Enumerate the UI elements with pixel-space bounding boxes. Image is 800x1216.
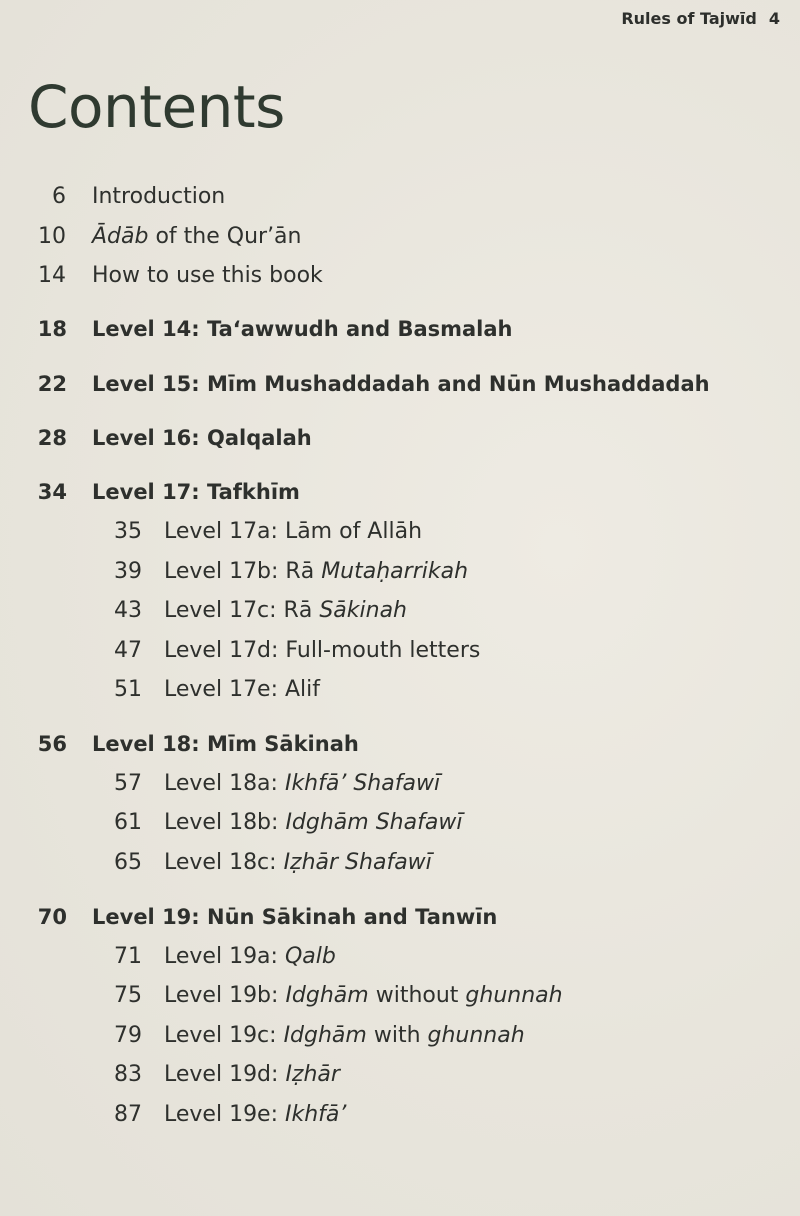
toc-label-part: Level 19d: xyxy=(164,1062,286,1087)
toc-entry-label xyxy=(164,1020,525,1052)
toc-label-italic-part: Idghām Shafawī xyxy=(285,810,463,835)
toc-label-part: Level 19b: xyxy=(164,983,286,1008)
toc-entry-label: Level 19: Nūn Sākinah and Tanwīn xyxy=(92,905,498,929)
toc-page-number: 6 xyxy=(52,184,66,209)
toc-label-part: Level 18c: xyxy=(164,850,284,875)
toc-entry-label: Level 16: Qalqalah xyxy=(92,426,312,450)
toc-page-number: 56 xyxy=(37,732,67,756)
running-header xyxy=(621,9,780,28)
toc-entry-label: How to use this book xyxy=(92,263,323,288)
toc-entry-label xyxy=(164,1059,340,1091)
toc-label-italic-part: Sākinah xyxy=(319,598,407,623)
toc-page-number: 47 xyxy=(114,638,142,663)
toc-label-italic-part: Ikhfā’ Shafawī xyxy=(284,771,441,796)
toc-page-number: 22 xyxy=(37,372,67,396)
toc-entry-label xyxy=(164,807,462,839)
toc-entry-label: Level 17d: Full-mouth letters xyxy=(164,638,481,663)
toc-label-part: Level 19a: xyxy=(164,944,285,969)
toc-page-number: 70 xyxy=(37,905,67,929)
toc-label-italic-part: Ādāb xyxy=(92,224,149,249)
toc-page-number: 14 xyxy=(38,263,66,288)
toc-label-italic-part: Idghām xyxy=(285,983,369,1008)
toc-label-part: of the Qur’ān xyxy=(148,224,302,249)
running-header-title: Rules of Tajwīd xyxy=(621,9,757,28)
toc-page-number: 35 xyxy=(114,519,142,544)
toc-label-part: Level 17c: Rā xyxy=(164,598,320,623)
toc-page-number: 65 xyxy=(114,850,142,875)
toc-page-number: 43 xyxy=(114,598,142,623)
toc-entry-label xyxy=(164,847,432,879)
toc-entry-label: Introduction xyxy=(92,184,226,209)
page-title: Contents xyxy=(28,73,285,141)
toc-label-italic-part: Idghām xyxy=(283,1023,367,1048)
toc-page-number: 51 xyxy=(114,677,142,702)
toc-page-number: 75 xyxy=(114,983,142,1008)
toc-label-part: Level 17b: Rā xyxy=(164,559,322,584)
toc-label-part: without xyxy=(368,983,466,1008)
toc-page-number: 39 xyxy=(114,559,142,584)
toc-label-italic-part: Iẓhār xyxy=(285,1062,340,1087)
toc-page-number: 10 xyxy=(38,224,66,249)
toc-entry-label: Level 14: Ta‘awwudh and Basmalah xyxy=(92,317,513,341)
toc-page-number: 34 xyxy=(37,480,67,504)
toc-entry-label: Level 17e: Alif xyxy=(164,677,321,702)
toc-page-number: 18 xyxy=(37,317,67,341)
toc-page-number: 61 xyxy=(114,810,142,835)
toc-label-part: Level 18b: xyxy=(164,810,286,835)
toc-entry-label xyxy=(164,941,336,973)
toc-label-italic-part: Iẓhār Shafawī xyxy=(283,850,432,875)
toc-page-number: 87 xyxy=(114,1102,142,1127)
toc-page-number: 83 xyxy=(114,1062,142,1087)
toc-entry-label xyxy=(164,1099,346,1131)
toc-page-number: 28 xyxy=(37,426,67,450)
toc-label-part: with xyxy=(366,1023,428,1048)
toc-label-italic-part: ghunnah xyxy=(427,1023,525,1048)
toc-label-italic-part: Mutaḥarrikah xyxy=(321,559,469,584)
toc-entry-label xyxy=(164,768,440,800)
toc-page-number: 57 xyxy=(114,771,142,796)
toc-page-number: 79 xyxy=(114,1023,142,1048)
toc-page-number: 71 xyxy=(114,944,142,969)
toc-label-italic-part: Qalb xyxy=(284,944,336,969)
toc-entry-label: Level 18: Mīm Sākinah xyxy=(92,732,359,756)
toc-label-part: Level 18a: xyxy=(164,771,285,796)
toc-label-part: Level 19c: xyxy=(164,1023,284,1048)
toc-entry-label: Level 17a: Lām of Allāh xyxy=(164,519,423,544)
toc-entry-label xyxy=(164,595,407,627)
toc-entry-label xyxy=(92,221,301,253)
toc-entry-label xyxy=(164,980,563,1012)
toc-entry-label xyxy=(164,556,468,588)
page-number: 4 xyxy=(768,9,780,28)
toc-label-italic-part: ghunnah xyxy=(465,983,563,1008)
toc-label-part: Level 19e: xyxy=(164,1102,285,1127)
toc-entry-label: Level 15: Mīm Mushaddadah and Nūn Mushaddadah xyxy=(92,372,710,396)
toc-entry-label: Level 17: Tafkhīm xyxy=(92,480,300,504)
toc-label-italic-part: Ikhfā’ xyxy=(285,1102,347,1127)
